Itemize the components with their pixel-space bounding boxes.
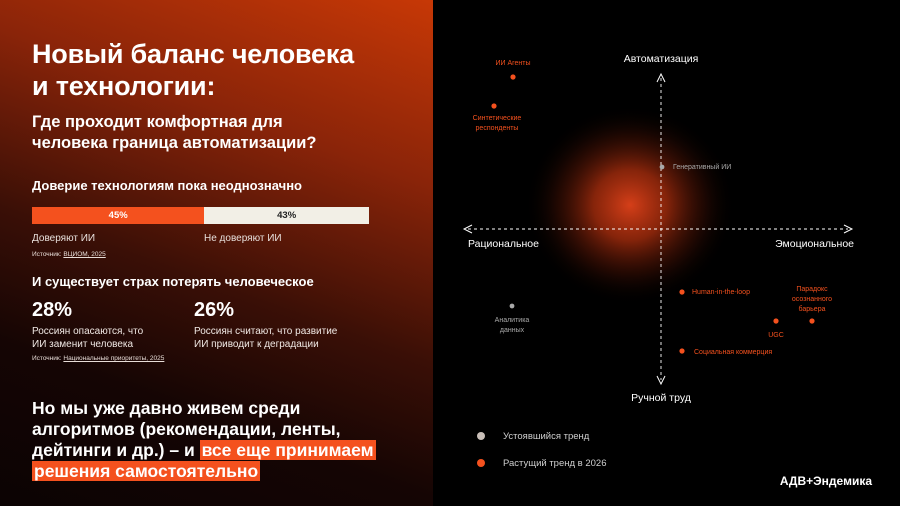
final-plain-text: дейтинги и др.) – и bbox=[32, 440, 200, 460]
axis-label-rational: Рациональное bbox=[468, 238, 539, 250]
axis-label-automation: Автоматизация bbox=[623, 53, 699, 65]
label-ugc: UGC bbox=[768, 332, 784, 339]
source-link[interactable]: Национальные приоритеты, 2025 bbox=[63, 355, 165, 362]
point-generative-ai bbox=[660, 165, 665, 170]
fear-source bbox=[32, 355, 164, 362]
label-paradox-line3: барьера bbox=[798, 306, 826, 313]
stat-replace-value: 28% bbox=[32, 299, 73, 321]
stat-text-line: ИИ приводит к деградации bbox=[194, 339, 319, 350]
subtitle-line: Где проходит комфортная для bbox=[32, 113, 283, 131]
distrust-bar-segment: 43% bbox=[204, 207, 369, 224]
point-social-commerce bbox=[679, 348, 684, 353]
stat-text-line: Россиян опасаются, что bbox=[32, 326, 144, 337]
left-panel bbox=[0, 0, 433, 506]
title-line: Новый баланс человека bbox=[32, 39, 355, 69]
label-analytics-line1: Аналитика bbox=[494, 317, 530, 324]
source-prefix: Источник: bbox=[32, 251, 64, 258]
trust-label: Доверяют ИИ bbox=[32, 233, 96, 244]
stat-text-line: Россиян считают, что развитие bbox=[194, 326, 338, 337]
trust-bar-segment: 45% bbox=[32, 207, 204, 224]
point-ugc bbox=[773, 318, 778, 323]
page-title bbox=[32, 38, 412, 102]
label-paradox-line2: осознанного bbox=[791, 296, 833, 303]
label-ai-agents: ИИ Агенты bbox=[495, 60, 531, 67]
label-human-in-the-loop: Human-in-the-loop bbox=[692, 289, 750, 296]
final-line bbox=[32, 440, 412, 461]
stat-replace-text bbox=[32, 325, 212, 351]
stat-degrade-text bbox=[194, 325, 374, 351]
trend-map-diagram bbox=[433, 0, 900, 506]
brand-logo: АДВ+Эндемика bbox=[779, 474, 872, 488]
trust-source bbox=[32, 251, 106, 258]
axis-label-emotional: Эмоциональное bbox=[775, 238, 854, 250]
final-highlight: все еще принимаем bbox=[201, 440, 374, 460]
point-paradox bbox=[809, 318, 814, 323]
stat-text-line: ИИ заменит человека bbox=[32, 339, 134, 350]
center-glow bbox=[525, 105, 735, 305]
final-line bbox=[32, 461, 412, 482]
source-link[interactable]: ВЦИОМ, 2025 bbox=[63, 251, 106, 258]
legend-growing-label: Растущий тренд в 2026 bbox=[503, 458, 607, 469]
final-line: Но мы уже давно живем среди bbox=[32, 398, 301, 418]
trust-heading: Доверие технологиям пока неоднозначно bbox=[32, 178, 302, 193]
page-subtitle bbox=[32, 112, 392, 154]
point-human-in-the-loop bbox=[679, 289, 684, 294]
legend-established-dot bbox=[477, 432, 485, 440]
label-synthetic-line2: респонденты bbox=[475, 125, 519, 132]
point-ai-agents bbox=[510, 74, 515, 79]
title-line: и технологии: bbox=[32, 71, 216, 101]
point-synthetic-respondents bbox=[491, 103, 496, 108]
label-paradox-line1: Парадокс bbox=[796, 286, 828, 293]
axis-label-manual: Ручной труд bbox=[631, 392, 691, 404]
legend-established-label: Устоявшийся тренд bbox=[503, 431, 590, 442]
right-panel bbox=[433, 0, 900, 506]
label-analytics-line2: данных bbox=[499, 327, 525, 334]
subtitle-line: человека граница автоматизации? bbox=[32, 134, 317, 152]
final-statement bbox=[32, 398, 412, 482]
final-highlight: решения самостоятельно bbox=[34, 461, 259, 481]
legend-growing-dot bbox=[477, 459, 485, 467]
stat-degrade-value: 26% bbox=[194, 299, 235, 321]
trust-bar bbox=[32, 207, 369, 224]
label-synthetic-line1: Синтетические bbox=[472, 115, 522, 122]
label-generative-ai: Генеративный ИИ bbox=[673, 164, 732, 171]
source-prefix: Источник: bbox=[32, 355, 64, 362]
fear-heading: И существует страх потерять человеческое bbox=[32, 274, 314, 289]
point-data-analytics bbox=[510, 304, 515, 309]
final-line: алгоритмов (рекомендации, ленты, bbox=[32, 419, 341, 439]
distrust-label: Не доверяют ИИ bbox=[204, 233, 282, 244]
label-social-commerce: Социальная коммерция bbox=[694, 349, 773, 356]
